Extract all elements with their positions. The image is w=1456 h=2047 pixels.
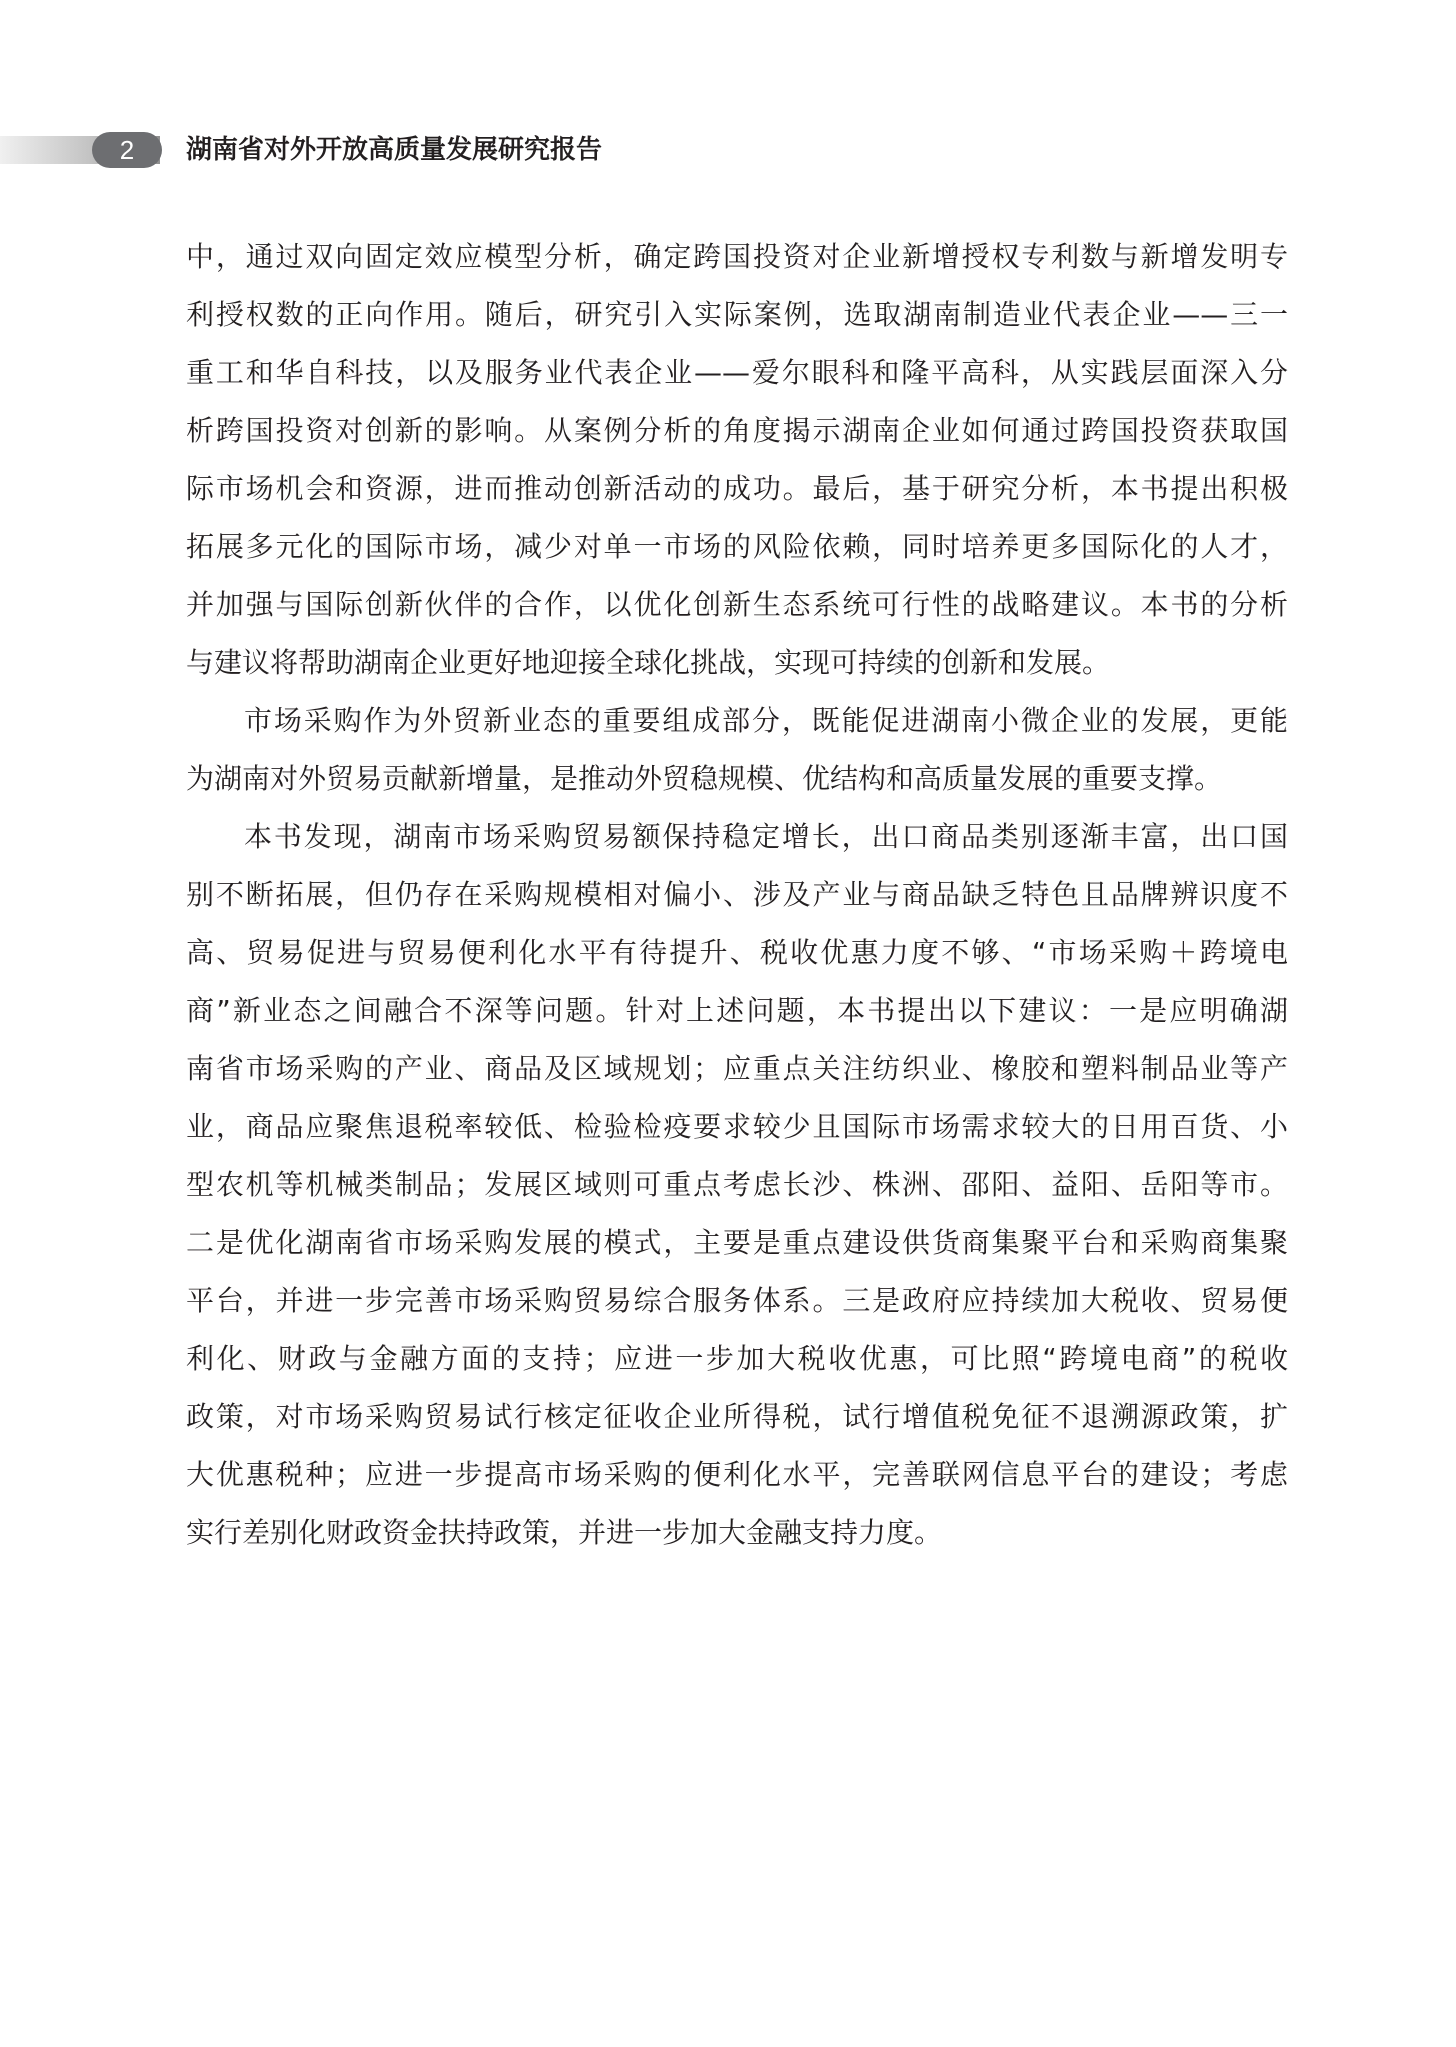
text-line: 二是优化湖南省市场采购发展的模式，主要是重点建设供货商集聚平台和采购商集聚 xyxy=(186,1226,1288,1259)
text-line: 市场采购作为外贸新业态的重要组成部分，既能促进湖南小微企业的发展，更能 xyxy=(244,704,1288,737)
text-line: 重工和华自科技，以及服务业代表企业——爱尔眼科和隆平高科，从实践层面深入分 xyxy=(186,356,1288,389)
text-line: 高、贸易促进与贸易便利化水平有待提升、税收优惠力度不够、“市场采购＋跨境电 xyxy=(186,936,1288,969)
text-line: 析跨国投资对创新的影响。从案例分析的角度揭示湖南企业如何通过跨国投资获取国 xyxy=(186,414,1288,447)
text-line: 为湖南对外贸易贡献新增量，是推动外贸稳规模、优结构和高质量发展的重要支撑。 xyxy=(186,762,1223,795)
text-line: 实行差别化财政资金扶持政策，并进一步加大金融支持力度。 xyxy=(186,1516,943,1549)
paragraph xyxy=(186,808,1288,1562)
text-line: 别不断拓展，但仍存在采购规模相对偏小、涉及产业与商品缺乏特色且品牌辨识度不 xyxy=(186,878,1288,911)
text-line: 并加强与国际创新伙伴的合作，以优化创新生态系统可行性的战略建议。本书的分析 xyxy=(186,588,1288,621)
page-header xyxy=(0,132,1456,168)
text-line: 拓展多元化的国际市场，减少对单一市场的风险依赖，同时培养更多国际化的人才， xyxy=(186,530,1288,563)
paragraph xyxy=(186,692,1288,808)
paragraph xyxy=(186,228,1288,692)
text-line: 际市场机会和资源，进而推动创新活动的成功。最后，基于研究分析，本书提出积极 xyxy=(186,472,1288,505)
text-line: 与建议将帮助湖南企业更好地迎接全球化挑战，实现可持续的创新和发展。 xyxy=(186,646,1111,679)
running-title: 湖南省对外开放高质量发展研究报告 xyxy=(186,135,603,165)
text-line: 利授权数的正向作用。随后，研究引入实际案例，选取湖南制造业代表企业——三一 xyxy=(186,298,1288,331)
text-line: 政策，对市场采购贸易试行核定征收企业所得税，试行增值税免征不退溯源政策，扩 xyxy=(186,1400,1288,1433)
text-line: 本书发现，湖南市场采购贸易额保持稳定增长，出口商品类别逐渐丰富，出口国 xyxy=(244,820,1288,853)
text-line: 中，通过双向固定效应模型分析，确定跨国投资对企业新增授权专利数与新增发明专 xyxy=(186,240,1288,273)
text-line: 大优惠税种；应进一步提高市场采购的便利化水平，完善联网信息平台的建设；考虑 xyxy=(186,1458,1288,1491)
text-line: 型农机等机械类制品；发展区域则可重点考虑长沙、株洲、邵阳、益阳、岳阳等市。 xyxy=(186,1168,1288,1201)
text-line: 业，商品应聚焦退税率较低、检验检疫要求较少且国际市场需求较大的日用百货、小 xyxy=(186,1110,1288,1143)
text-line: 南省市场采购的产业、商品及区域规划；应重点关注纺织业、橡胶和塑料制品业等产 xyxy=(186,1052,1288,1085)
body-text xyxy=(186,228,1288,1562)
text-line: 利化、财政与金融方面的支持；应进一步加大税收优惠，可比照“跨境电商”的税收 xyxy=(186,1342,1288,1375)
text-line: 平台，并进一步完善市场采购贸易综合服务体系。三是政府应持续加大税收、贸易便 xyxy=(186,1284,1288,1317)
page-number-badge: 2 xyxy=(92,132,162,168)
text-line: 商”新业态之间融合不深等问题。针对上述问题，本书提出以下建议：一是应明确湖 xyxy=(186,994,1288,1027)
